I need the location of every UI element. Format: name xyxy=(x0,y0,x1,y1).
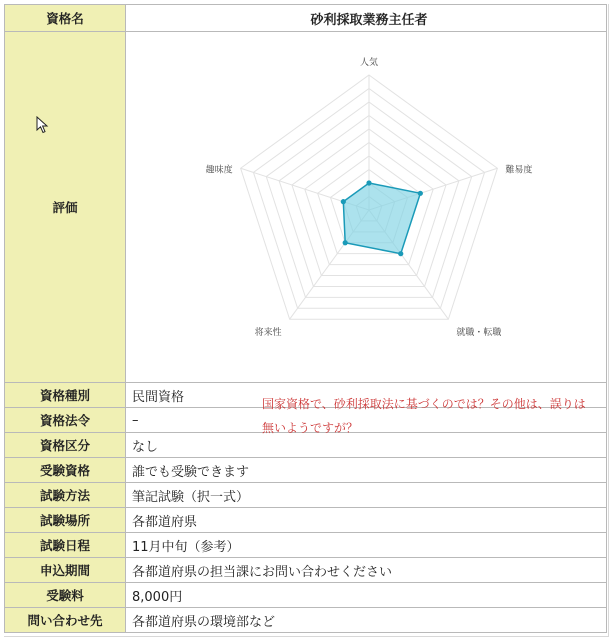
row-value: 各都道府県 xyxy=(126,508,607,533)
table-row xyxy=(5,558,607,583)
radar-data-area xyxy=(343,183,420,254)
row-label: 試験場所 xyxy=(5,508,126,533)
table-row xyxy=(5,508,607,533)
radar-data-point xyxy=(343,240,348,245)
table-row xyxy=(5,533,607,558)
row-label: 試験日程 xyxy=(5,533,126,558)
radar-data-point xyxy=(366,180,371,185)
table-row xyxy=(5,608,607,633)
row-value: – xyxy=(126,408,607,433)
row-label: 試験方法 xyxy=(5,483,126,508)
radar-axis-label: 将来性 xyxy=(254,328,282,339)
mouse-cursor-icon xyxy=(36,116,50,136)
row-label: 資格区分 xyxy=(5,433,126,458)
rating-label: 評価 xyxy=(5,32,126,383)
row-value: 誰でも受験できます xyxy=(126,458,607,483)
radar-axis-label: 人気 xyxy=(359,58,379,68)
radar-chart xyxy=(126,32,609,382)
row-label: 資格法令 xyxy=(5,408,126,433)
row-label: 受験料 xyxy=(5,583,126,608)
row-label: 受験資格 xyxy=(5,458,126,483)
radar-axis-label: 趣味度 xyxy=(205,165,233,176)
row-value: 各都道府県の環境部など xyxy=(126,608,607,633)
radar-data-point xyxy=(398,251,403,256)
title-row xyxy=(5,5,607,32)
rating-chart-cell xyxy=(126,32,607,383)
radar-data-point xyxy=(418,191,423,196)
radar-axis-label: 就職・転職 xyxy=(456,328,502,339)
row-value: 民間資格 xyxy=(126,383,607,408)
row-label: 資格種別 xyxy=(5,383,126,408)
radar-axis-label: 難易度 xyxy=(505,165,533,176)
radar-data-point xyxy=(341,199,346,204)
row-label: 問い合わせ先 xyxy=(5,608,126,633)
row-value: 8,000円 xyxy=(126,583,607,608)
qualification-title: 砂利採取業務主任者 xyxy=(126,5,607,32)
row-value: なし xyxy=(126,433,607,458)
title-label: 資格名 xyxy=(5,5,126,32)
annotation-note: 国家資格で、砂利採取法に基づくのでは？その他は、誤りは無いようですが？ xyxy=(262,397,586,435)
table-row xyxy=(5,483,607,508)
row-value: 筆記試験（択一式） xyxy=(126,483,607,508)
row-value: 11月中旬（参考） xyxy=(126,533,607,558)
table-row xyxy=(5,458,607,483)
table-row xyxy=(5,583,607,608)
row-value: 各都道府県の担当課にお問い合わせください xyxy=(126,558,607,583)
row-label: 申込期間 xyxy=(5,558,126,583)
qualification-table xyxy=(4,4,607,633)
rating-row xyxy=(5,32,607,383)
